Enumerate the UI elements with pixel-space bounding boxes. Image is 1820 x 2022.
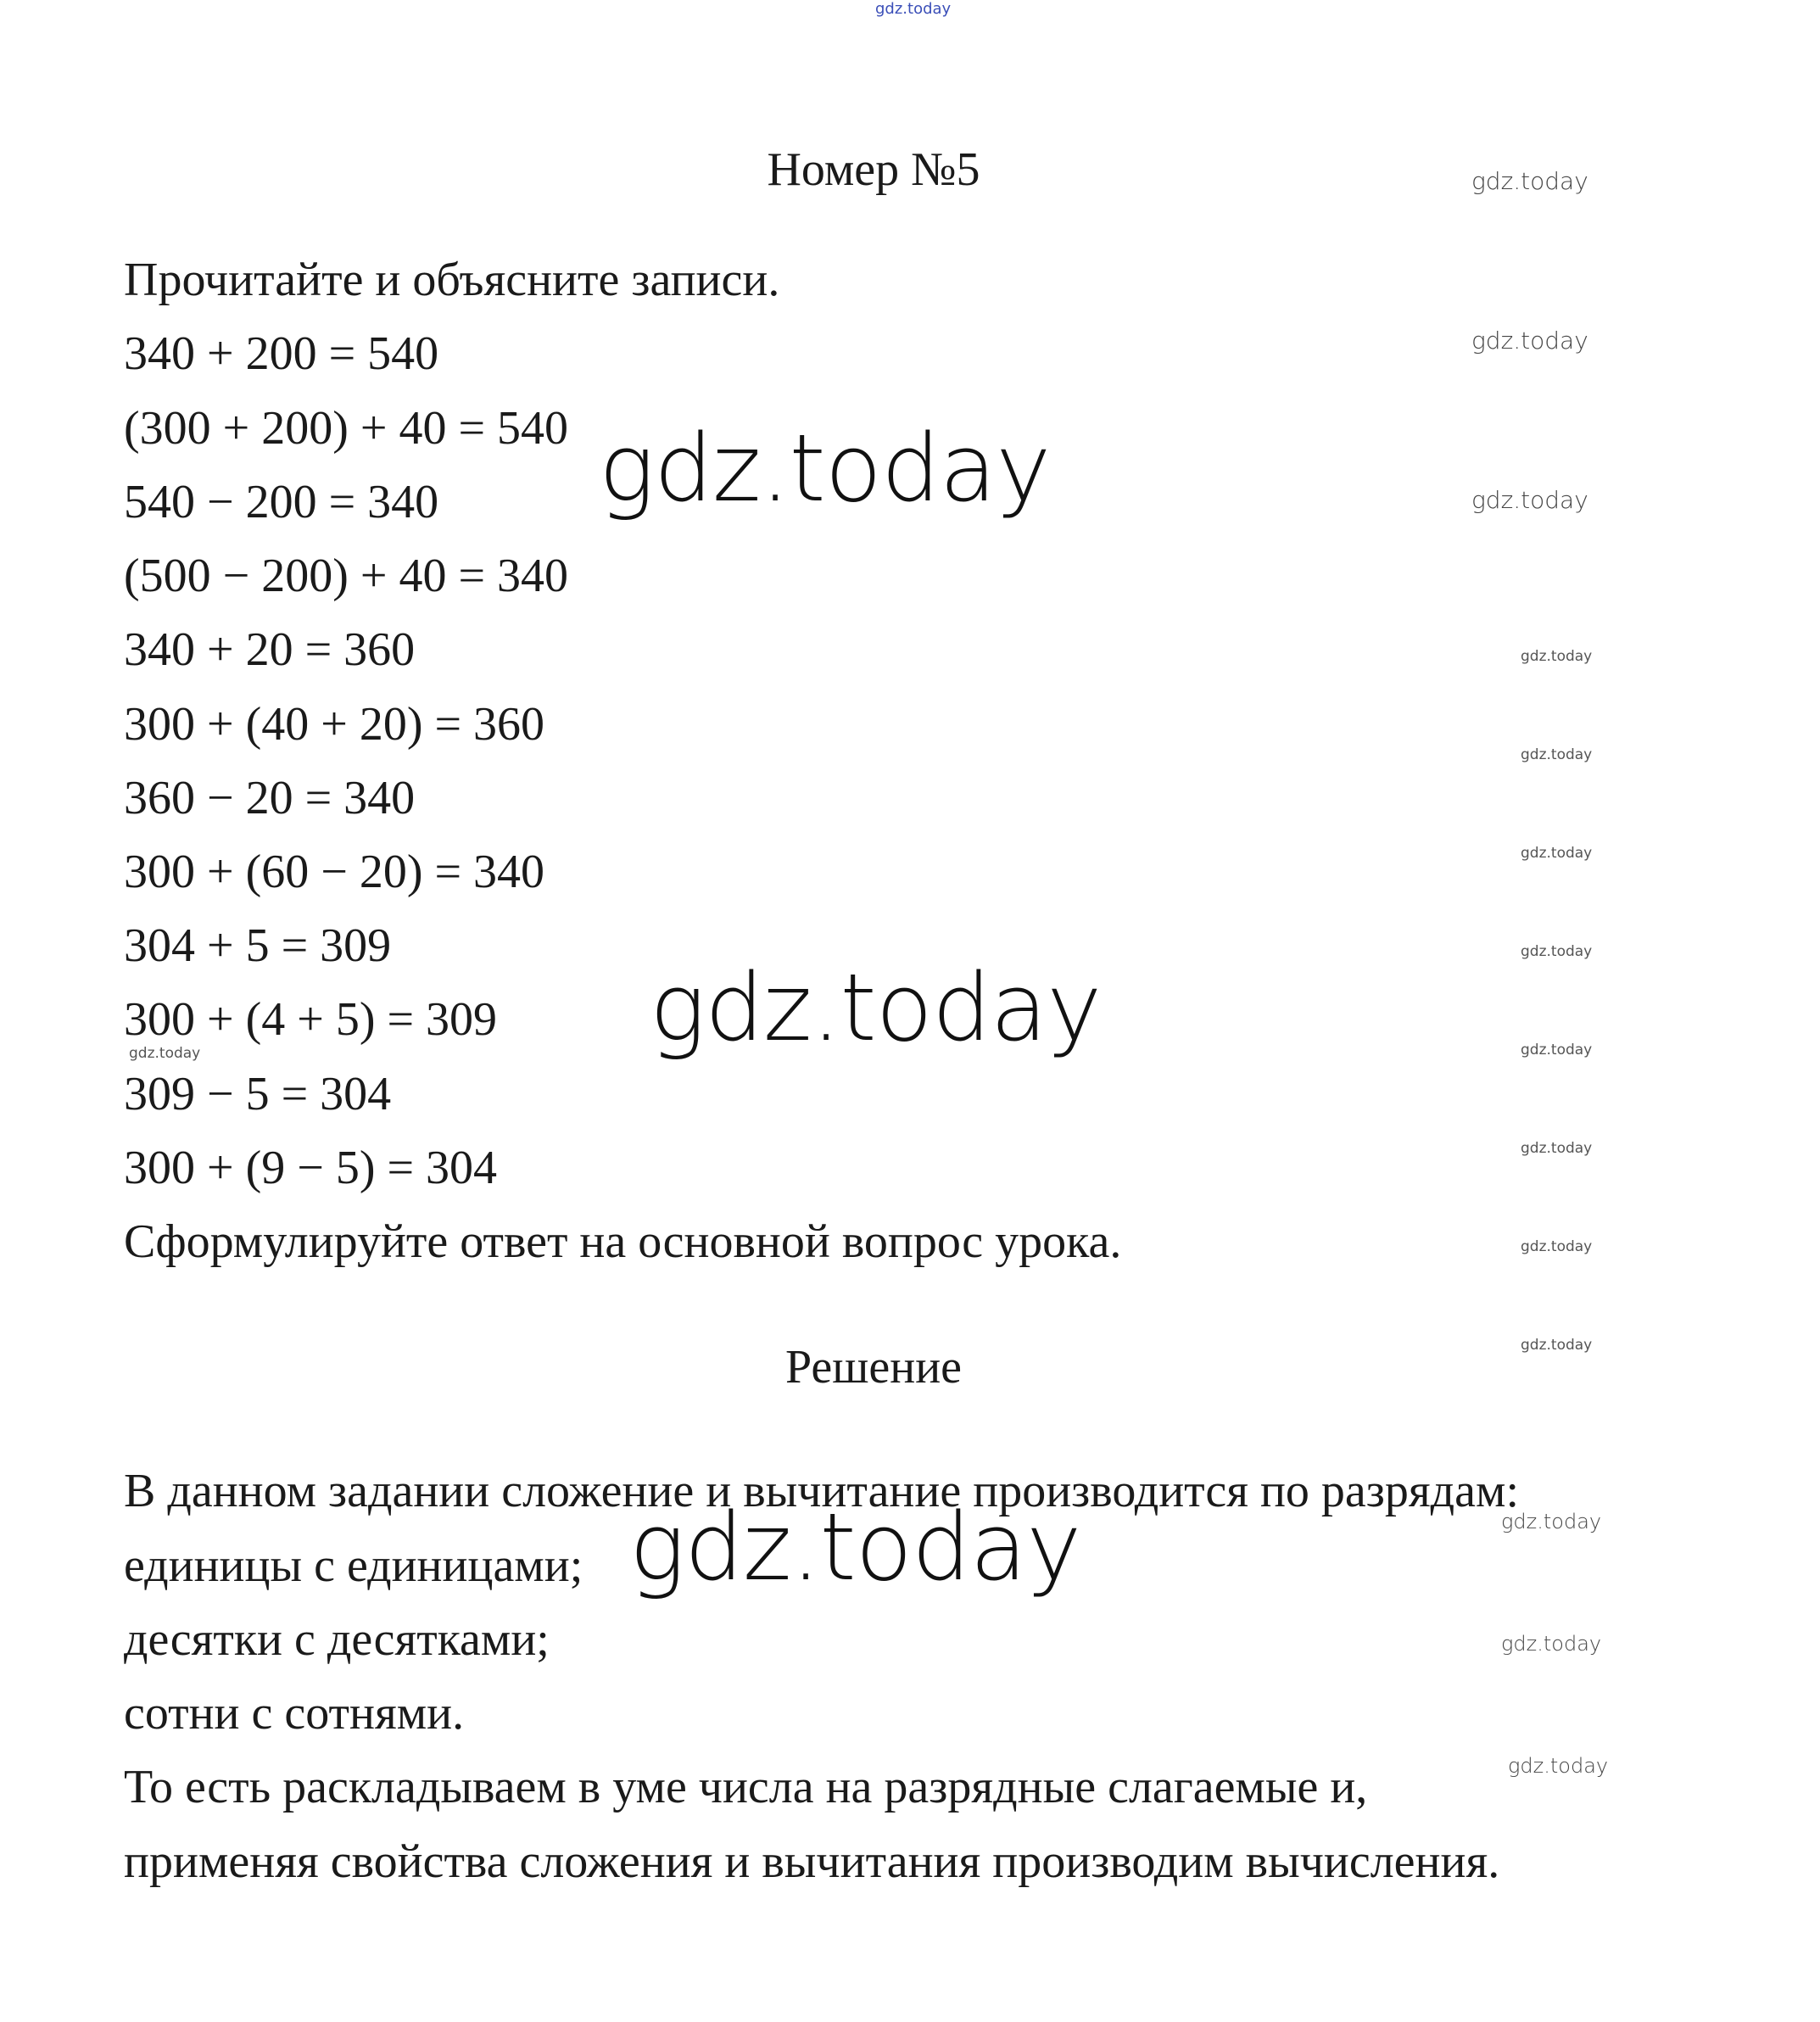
watermark-large: gdz.today xyxy=(599,414,1051,522)
equation-line: 340 + 20 = 360 xyxy=(124,623,416,676)
equation-line: 309 − 5 = 304 xyxy=(124,1068,392,1120)
watermark-side: gdz.today xyxy=(1471,327,1588,355)
solution-line: сотни с сотнями. xyxy=(124,1687,465,1740)
equation-line: 300 + (60 − 20) = 340 xyxy=(124,846,545,898)
watermark-side: gdz.today xyxy=(1521,1140,1593,1157)
watermark-top: gdz.today xyxy=(875,0,952,18)
equation-line: 304 + 5 = 309 xyxy=(124,919,392,972)
watermark-side: gdz.today xyxy=(1521,943,1593,960)
equation-line: (300 + 200) + 40 = 540 xyxy=(124,402,569,455)
equation-line: 300 + (4 + 5) = 309 xyxy=(124,993,498,1046)
task-prompt: Прочитайте и объясните записи. xyxy=(124,254,780,306)
solution-line: То есть раскладываем в уме числа на разрядные слагаемые и, xyxy=(124,1761,1368,1813)
watermark-side: gdz.today xyxy=(1521,746,1593,763)
watermark-side: gdz.today xyxy=(1521,845,1593,862)
watermark-large: gdz.today xyxy=(650,953,1102,1062)
watermark-side: gdz.today xyxy=(1501,1510,1602,1533)
watermark-side: gdz.today xyxy=(1521,1337,1593,1354)
watermark-side: gdz.today xyxy=(1521,1042,1593,1058)
watermark-side: gdz.today xyxy=(1501,1632,1602,1656)
solution-line: единицы с единицами; xyxy=(124,1539,583,1592)
equation-line: 300 + (9 − 5) = 304 xyxy=(124,1142,498,1194)
watermark-side: gdz.today xyxy=(1521,1238,1593,1255)
solution-line: В данном задании сложение и вычитание производится по разрядам: xyxy=(124,1465,1519,1517)
solution-title: Решение xyxy=(784,1341,963,1394)
task-title: Номер №5 xyxy=(767,143,980,196)
equation-line: (500 − 200) + 40 = 340 xyxy=(124,550,569,602)
watermark-inline: gdz.today xyxy=(129,1045,201,1062)
equation-line: 540 − 200 = 340 xyxy=(124,476,439,528)
equation-line: 300 + (40 + 20) = 360 xyxy=(124,698,545,751)
watermark-large: gdz.today xyxy=(629,1493,1081,1601)
watermark-side: gdz.today xyxy=(1471,486,1588,514)
task-question: Сформулируйте ответ на основной вопрос урока. xyxy=(124,1215,1122,1268)
equation-line: 340 + 200 = 540 xyxy=(124,327,439,380)
equation-line: 360 − 20 = 340 xyxy=(124,772,416,824)
solution-line: десятки с десятками; xyxy=(124,1613,550,1666)
watermark-side: gdz.today xyxy=(1521,648,1593,665)
solution-line: применяя свойства сложения и вычитания производим вычисления. xyxy=(124,1835,1500,1888)
watermark-side: gdz.today xyxy=(1471,167,1588,195)
watermark-side: gdz.today xyxy=(1508,1754,1609,1778)
